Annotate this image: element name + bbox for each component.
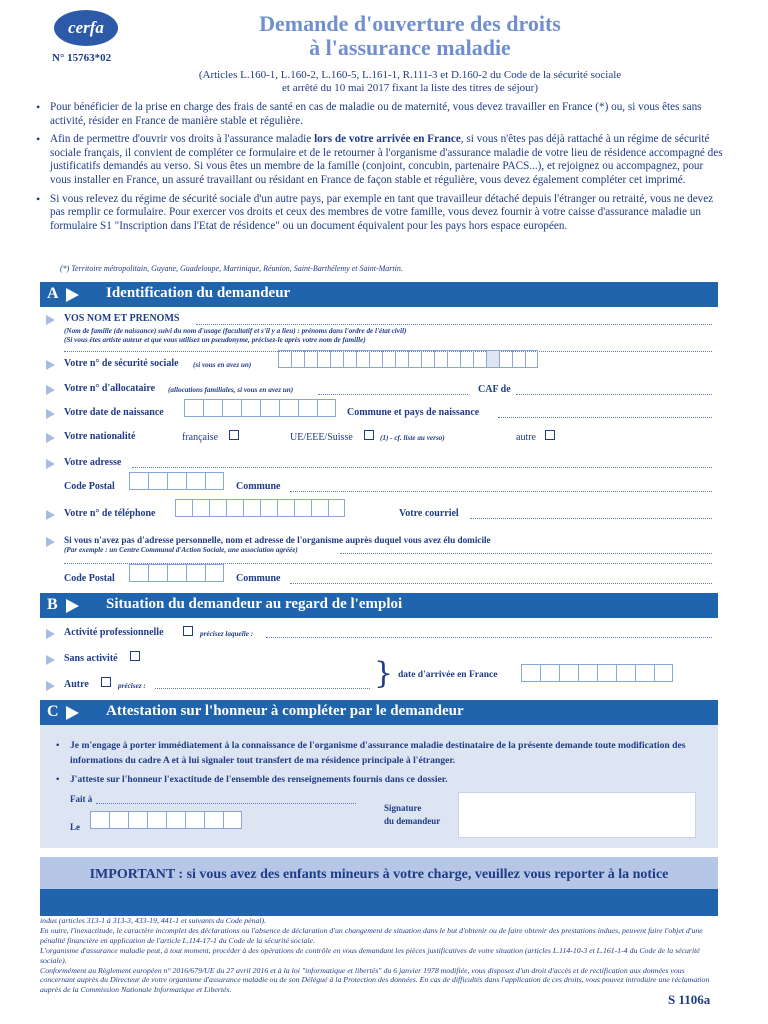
caf-input[interactable] [516,394,712,395]
section-a-header [40,282,718,307]
legal-p4: Conformément au Règlement européen n° 2016/679/UE du 27 avril 2016 et à la loi "informatique et libertés" du 6 janvier 1978 modifiée, vous disposez d'un droit d'accès et de rectification aux données vous concernant auprès du Directeur de votre organisme d'assurance maladie ou de son Délégué à la Protection des données. En cas de difficultés dans l'application de ces droits, vous pouvez introduire une réclamation auprès de la Commission Nationale Informatique et Libertés. [40,966,710,994]
nat-french-checkbox[interactable] [229,430,239,440]
penalty-banner [40,889,718,916]
attestation-item-1 [56,738,706,768]
birth-place-input[interactable] [498,417,712,418]
signature-box[interactable] [458,792,696,838]
section-c-letter: C [47,703,59,720]
arrival-date-input[interactable] [521,664,673,682]
other-specify: précisez : [118,682,146,690]
birth-place-label: Commune et pays de naissance [347,407,480,418]
row-arrow-icon [46,385,55,395]
cerfa-logo: cerfa [54,10,118,46]
brace-icon: } [374,656,394,691]
row-arrow-icon [46,655,55,665]
legal-references [150,69,670,95]
no-activity-checkbox[interactable] [130,651,140,661]
row-arrow-icon [46,681,55,691]
no-address-hint: (Par exemple : un Centre Communal d'Action Sociale, une association agréée) [64,546,298,554]
title-line-1: Demande d'ouverture des droits [259,11,561,36]
bullet-icon: • [56,740,60,751]
name-hint-2: (Si vous êtes artiste auteur et que vous utilisez un pseudonyme, précisez-le après votre nom de famille) [64,336,366,344]
other-label: Autre [64,679,89,690]
section-b-header [40,593,718,618]
row-arrow-icon [46,537,55,547]
activity-input[interactable] [266,637,712,638]
form-code: S 1106a [668,992,711,1007]
signature-date-input[interactable] [90,811,242,829]
commune-2-input[interactable] [290,583,712,584]
row-arrow-icon [46,459,55,469]
nat-ue-checkbox[interactable] [364,430,374,440]
nat-ue-label: UE/EEE/Suisse [290,432,353,443]
subtitle-line-2: et arrêté du 10 mai 2017 fixant la liste des titres de séjour) [282,82,538,94]
alloc-label: Votre n° d'allocataire [64,383,156,394]
alloc-input[interactable] [318,394,468,395]
activity-specify: précisez laquelle : [200,630,254,638]
arrival-date-label: date d'arrivée en France [398,670,498,680]
other-input[interactable] [155,688,370,689]
arrow-right-icon [66,288,79,302]
form-number: N° 15763*02 [52,52,112,64]
no-activity-label: Sans activité [64,653,118,664]
address-input[interactable] [132,467,712,468]
postal-code-2-input[interactable] [129,564,224,582]
legal-p2: En outre, l'inexactitude, le caractère incomplet des déclarations ou l'absence de déclaration d'un changement de situation dans le but d'obtenir ou de faire obtenir des prestations indues, peuvent faire l'objet d'une pénalité financière en application de l'article L.114-17-1 du Code de la sécurité sociale. [40,926,703,945]
ssn-hint: (si vous en avez un) [193,361,252,369]
phone-label: Votre n° de téléphone [64,508,156,519]
name-label: VOS NOM ET PRENOMS [64,313,180,324]
ssn-input[interactable] [278,350,538,368]
other-checkbox[interactable] [101,677,111,687]
email-label: Votre courriel [399,508,459,519]
row-arrow-icon [46,360,55,370]
intro-bullet-2-a: Afin de permettre d'ouvrir vos droits à l'assurance maladie [50,133,315,146]
nat-french-label: française [182,432,219,443]
row-arrow-icon [46,629,55,639]
postal-code-input[interactable] [129,472,224,490]
section-c-title: Attestation sur l'honneur à compléter par le demandeur [106,703,464,719]
attestation-item-2 [56,772,706,787]
legal-text [40,916,718,995]
nat-other-label: autre [516,432,536,443]
intro-bullets [34,101,724,238]
name-field-line[interactable] [196,324,712,325]
no-address-label: Si vous n'avez pas d'adresse personnelle, nom et adresse de l'organisme auprès duquel vous avez élu domicile [64,535,491,545]
commune-2-label: Commune [236,573,281,584]
birth-date-label: Votre date de naissance [64,407,164,418]
page-title [150,12,670,60]
row-arrow-icon [46,510,55,520]
caf-label: CAF de [478,384,511,395]
intro-bullet-2 [34,133,724,187]
nat-ue-hint: (1) - cf. liste au verso) [380,434,445,442]
name-hint-1: (Nom de famille (de naissance) suivi du nom d'usage (facultatif et s'il y a lieu) : prénoms dans l'ordre de l'état civil) [64,327,407,335]
title-line-2: à l'assurance maladie [309,35,511,60]
bullet-icon: • [56,774,60,785]
row-arrow-icon [46,433,55,443]
intro-bullet-2-b: lors de votre arrivée en France [314,133,461,146]
row-arrow-icon [46,315,55,325]
section-a-title: Identification du demandeur [106,285,291,301]
section-c-header [40,700,718,725]
signature-label-1: Signature [384,803,422,813]
address-label: Votre adresse [64,457,122,468]
row-arrow-icon [46,409,55,419]
subtitle-line-1: (Articles L.160-1, L.160-2, L.160-5, L.161-1, R.111-3 et D.160-2 du Code de la sécurité sociale [198,69,622,81]
attestation-item-1-text: Je m'engage à porter immédiatement à la connaissance de l'organisme d'assurance maladie destinataire de la présente demande toute modification des informations du cadre A et à lui signaler tout transfert de ma résidence principale à l'étranger. [70,740,686,766]
important-banner: IMPORTANT : si vous avez des enfants mineurs à votre charge, veuillez vous reporter à la notice [40,857,718,889]
territory-note: (*) Territoire métropolitain, Guyane, Guadeloupe, Martinique, Réunion, Saint-Barthélemy et Saint-Martin. [60,264,403,273]
legal-p1: indus (articles 313-1 à 313-3, 433-19, 441-1 et suivants du Code pénal). [40,916,267,925]
activity-checkbox[interactable] [183,626,193,636]
alloc-hint: (allocations familiales, si vous en avez un) [168,386,294,394]
commune-label: Commune [236,481,281,492]
arrow-right-icon [66,706,79,720]
postal-code-label: Code Postal [64,481,115,492]
attestation-list [56,738,706,787]
commune-input[interactable] [290,491,712,492]
legal-p3: L'organisme d'assurance maladie peut, à tout moment, procéder à des opérations de contrôle en vous demandant les pièces justificatives de votre situation (articles L.114-10-3 et L.161-1-4 du Code de la sécurité sociale). [40,946,700,965]
nat-other-checkbox[interactable] [545,430,555,440]
signature-label-2: du demandeur [384,816,441,826]
intro-bullet-2-c: , si vous n'êtes pas déjà rattaché à un régime de sécurité sociale français, il convient de compléter ce formulaire et de le retourner à l'organisme d'assurance maladie de votre lieu de résidence accompagné des justificatifs demandés au verso. Si vous êtes un membre de la famille (conjoint, concubin, partenaire PACS...), et rejoignez ou accompagnez, pour vous installer en France, un assuré travaillant ou résidant en France de façon stable et régulière, vous devez également compléter cet imprimé. [50,133,723,186]
postal-code-2-label: Code Postal [64,573,115,584]
nationality-label: Votre nationalité [64,431,136,442]
section-a-letter: A [47,285,59,302]
no-address-input[interactable] [340,553,712,554]
date-label: Le [70,822,80,832]
arrow-right-icon [66,599,79,613]
email-input[interactable] [470,518,712,519]
done-at-input[interactable] [96,803,356,804]
phone-input[interactable] [175,499,345,517]
section-b-title: Situation du demandeur au regard de l'emploi [106,596,403,612]
ssn-label: Votre n° de sécurité sociale [64,358,179,369]
done-at-label: Fait à [70,794,93,804]
intro-bullet-3: • Si vous relevez du régime de sécurité sociale d'un autre pays, par exemple en tant que travailleur détaché depuis l'étranger ou retraité, vous ne devez pas remplir ce formulaire. Pour exercer vos droits et ceux des membres de votre famille, vous devez fournir à votre caisse d'assurance maladie un formulaire S1 "Inscription dans l'Etat de résidence" ou un document équivalent pour les pays hors espace européen. [34,193,724,234]
section-b-letter: B [47,596,58,613]
birth-date-input[interactable] [184,399,336,417]
intro-bullet-1: • Pour bénéficier de la prise en charge des frais de santé en cas de maladie ou de maternité, vous devez travailler en France (*) ou, si vous êtes sans activité, résider en France de manière stable et régulière. [34,101,724,128]
activity-label: Activité professionnelle [64,627,164,638]
attestation-item-2-text: J'atteste sur l'honneur l'exactitude de l'ensemble des renseignements fournis dans ce dossier. [70,774,448,785]
